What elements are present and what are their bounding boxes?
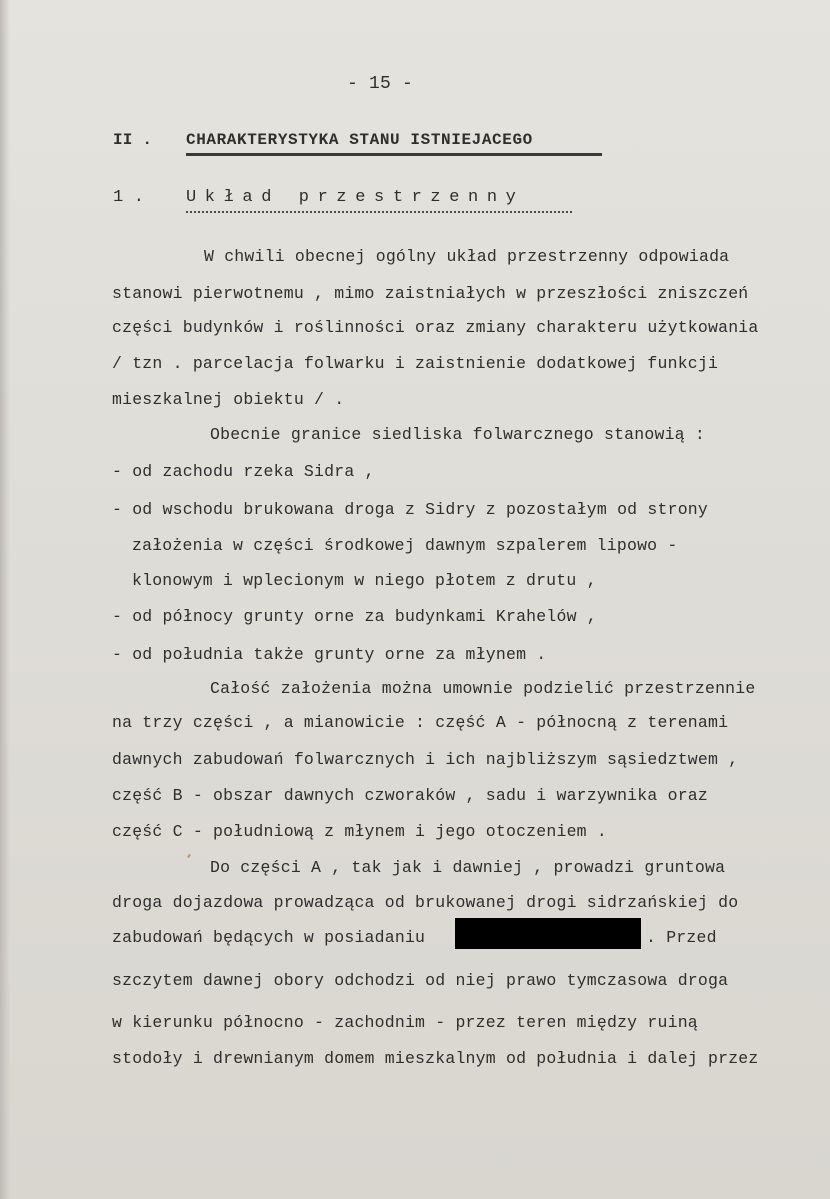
chapter-number: II . (113, 131, 153, 149)
text-line: dawnych zabudowań folwarcznych i ich najbliższym sąsiedztwem , (112, 750, 739, 769)
text-line: części budynków i roślinności oraz zmiany charakteru użytkowania (112, 318, 759, 337)
text-line-continued: . Przed (646, 928, 717, 947)
page-number: - 15 - (347, 74, 414, 94)
text-line: Do części A , tak jak i dawniej , prowadzi gruntowa (210, 858, 726, 877)
text-line: zabudowań będących w posiadaniu (112, 928, 426, 947)
text-line: Całość założenia można umownie podzielić przestrzennie (210, 679, 756, 698)
paper-speck (187, 854, 191, 858)
text-line: stodoły i drewnianym domem mieszkalnym od południa i dalej przez (112, 1049, 759, 1068)
text-line: / tzn . parcelacja folwarku i zaistnienie dodatkowej funkcji (112, 354, 719, 373)
text-line: droga dojazdowa prowadząca od brukowanej drogi sidrzańskiej do (112, 893, 739, 912)
text-line: na trzy części , a mianowicie : część A - północną z terenami (112, 713, 729, 732)
text-line: Obecnie granice siedliska folwarcznego stanowią : (210, 425, 705, 444)
list-item: - od południa także grunty orne za młynem . (112, 645, 547, 664)
chapter-title-underline (186, 153, 602, 156)
section-number: 1 . (113, 188, 145, 207)
list-item: - od wschodu brukowana droga z Sidry z pozostałym od strony (112, 500, 708, 519)
page-edge-shadow (0, 0, 10, 1199)
list-item: - od północy grunty orne za budynkami Krahelów , (112, 607, 597, 626)
text-line: w kierunku północno - zachodnim - przez teren między ruiną (112, 1013, 698, 1032)
section-title: Układ przestrzenny (186, 188, 525, 207)
text-line: część C - południową z młynem i jego otoczeniem . (112, 822, 607, 841)
text-line: szczytem dawnej obory odchodzi od niej prawo tymczasowa droga (112, 971, 729, 990)
section-title-underline (186, 211, 572, 213)
text-line: część B - obszar dawnych czworaków , sadu i warzywnika oraz (112, 786, 708, 805)
text-line: W chwili obecnej ogólny układ przestrzenny odpowiada (204, 247, 730, 266)
list-item-continuation: klonowym i wplecionym w niego płotem z drutu , (132, 571, 597, 590)
list-item-continuation: założenia w części środkowej dawnym szpalerem lipowo - (132, 536, 678, 555)
redaction-bar (455, 918, 641, 949)
text-line: mieszkalnej obiektu / . (112, 390, 345, 409)
chapter-title: CHARAKTERYSTYKA STANU ISTNIEJACEGO (186, 131, 533, 149)
text-line: stanowi pierwotnemu , mimo zaistniałych w przeszłości zniszczeń (112, 284, 749, 303)
list-item: - od zachodu rzeka Sidra , (112, 462, 375, 481)
